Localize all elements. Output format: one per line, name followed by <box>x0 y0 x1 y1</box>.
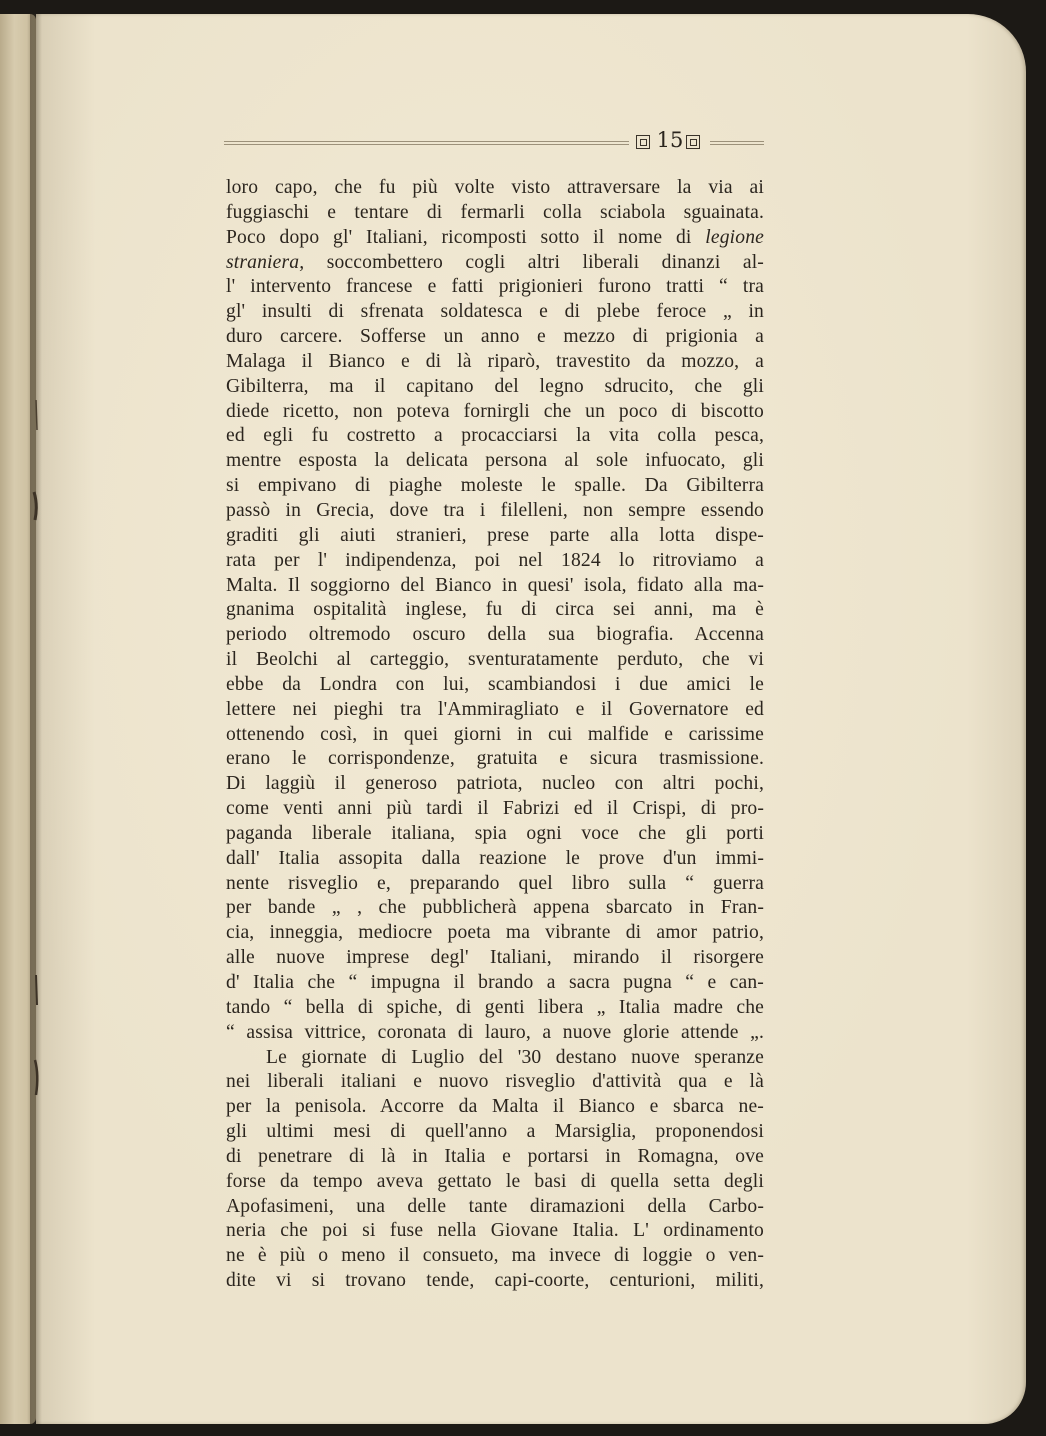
text-line: l' intervento francese e fatti prigionieri furono tratti “ tra <box>226 276 764 298</box>
text-line: ebbe da Londra con lui, scambiandosi i due amici le <box>226 673 764 695</box>
thread-mark <box>34 492 36 520</box>
text-line: d' Italia che “ impugna il brando a sacra pugna “ e can- <box>226 972 764 993</box>
thread-mark <box>35 1060 37 1095</box>
text-line <box>226 226 764 251</box>
body-text <box>226 176 764 1294</box>
text-line: si empivano di piaghe moleste le spalle. Da Gibilterra <box>226 475 764 497</box>
text-line: erano le corrispondenze, gratuita e sicura trasmissione. <box>226 748 764 770</box>
text-line: Apofasimeni, una delle tante diramazioni della Carbo- <box>226 1195 764 1217</box>
text-line: passò in Grecia, dove tra i filelleni, non sempre essendo <box>226 499 764 521</box>
text-line: mentre esposta la delicata persona al sole infuocato, gli <box>226 450 764 472</box>
text-line: forse da tempo aveva gettato le basi di quella setta degli <box>226 1170 764 1192</box>
square-ornament-icon <box>686 135 700 149</box>
text-line <box>226 251 764 276</box>
text-line: gl' insulti di sfrenata soldatesca e di plebe feroce „ in <box>226 301 764 323</box>
thread-mark <box>36 975 37 1005</box>
text-line: cia, inneggia, mediocre poeta ma vibrante di amor patrio, <box>226 922 764 944</box>
text-line: rata per l' indipendenza, poi nel 1824 lo ritroviamo a <box>226 549 764 571</box>
text-line: nei liberali italiani e nuovo risveglio d'attività qua e là <box>226 1071 764 1093</box>
binding-thread-marks <box>30 0 42 1436</box>
header-rule-left-lower <box>224 144 629 145</box>
italic-term: legione <box>705 226 764 248</box>
text-line: paganda liberale italiana, spia ogni voce che gli porti <box>226 822 764 844</box>
header-rule-right <box>710 141 764 142</box>
text-line: come venti anni più tardi il Fabrizi ed il Crispi, di pro- <box>226 798 764 820</box>
text-line: il Beolchi al carteggio, sventuratamente perduto, che vi <box>226 649 764 671</box>
text-line: dite vi si trovano tende, capi-coorte, centurioni, militi, <box>226 1270 764 1292</box>
text-line: Di laggiù il generoso patriota, nucleo con altri pochi, <box>226 773 764 795</box>
text-line: dall' Italia assopita dalla reazione le prove d'un immi- <box>226 847 764 869</box>
text-line: alle nuove imprese degl' Italiani, mirando il risorgere <box>226 947 764 969</box>
page-number: 15 <box>656 128 684 152</box>
text-line: tando “ bella di spiche, di genti libera „ Italia madre che <box>226 996 764 1018</box>
header-rule-right-lower <box>710 144 764 145</box>
thread-mark <box>36 400 37 430</box>
text-line: Malaga il Bianco e di là riparò, travestito da mozzo, a <box>226 350 764 372</box>
text-line-part: soccombettero cogli altri liberali dinanzi al- <box>304 251 764 273</box>
text-line: neria che poi si fuse nella Giovane Italia. L' ordinamento <box>226 1220 764 1242</box>
text-line: gnanima ospitalità inglese, fu di circa sei anni, ma è <box>226 599 764 621</box>
text-line: ottenendo così, in quei giorni in cui malfide e carissime <box>226 723 764 745</box>
header-rule-left <box>224 141 629 142</box>
text-line: per la penisola. Accorre da Malta il Bianco e sbarca ne- <box>226 1096 764 1118</box>
text-line-part: Poco dopo gl' Italiani, ricomposti sotto il nome di <box>226 226 692 248</box>
text-line: gli ultimi mesi di quell'anno a Marsiglia, proponendosi <box>226 1121 764 1143</box>
text-line: nente risveglio e, preparando quel libro sulla “ guerra <box>226 872 764 894</box>
text-line: per bande „ , che pubblicherà appena sbarcato in Fran- <box>226 897 764 919</box>
running-header <box>224 128 764 154</box>
text-line: Gibilterra, ma il capitano del legno sdrucito, che gli <box>226 375 764 397</box>
text-line: di penetrare di là in Italia e portarsi in Romagna, ove <box>226 1145 764 1167</box>
text-line: ne è più o meno il consueto, ma invece di loggie o ven- <box>226 1245 764 1267</box>
text-line: Malta. Il soggiorno del Bianco in quesi' isola, fidato alla ma- <box>226 574 764 596</box>
text-line: duro carcere. Sofferse un anno e mezzo di prigionia a <box>226 326 764 348</box>
text-line: Le giornate di Luglio del '30 destano nuove speranze <box>266 1046 764 1068</box>
text-line: “ assisa vittrice, coronata di lauro, a nuove glorie attende „. <box>226 1021 764 1043</box>
text-line: loro capo, che fu più volte visto attraversare la via ai <box>226 177 764 198</box>
square-ornament-icon <box>636 135 650 149</box>
text-line: graditi gli aiuti stranieri, prese parte alla lotta dispe- <box>226 524 764 546</box>
text-line: ed egli fu costretto a procacciarsi la vita colla pesca, <box>226 425 764 447</box>
italic-term: straniera, <box>226 251 305 273</box>
text-line: diede ricetto, non poteva fornirgli che un poco di biscotto <box>226 400 764 422</box>
text-line: periodo oltremodo oscuro della sua biografia. Accenna <box>226 624 764 646</box>
text-line: lettere nei pieghi tra l'Ammiragliato e il Governatore ed <box>226 698 764 720</box>
text-line: fuggiaschi e tentare di fermarli colla sciabola sguainata. <box>226 201 764 223</box>
